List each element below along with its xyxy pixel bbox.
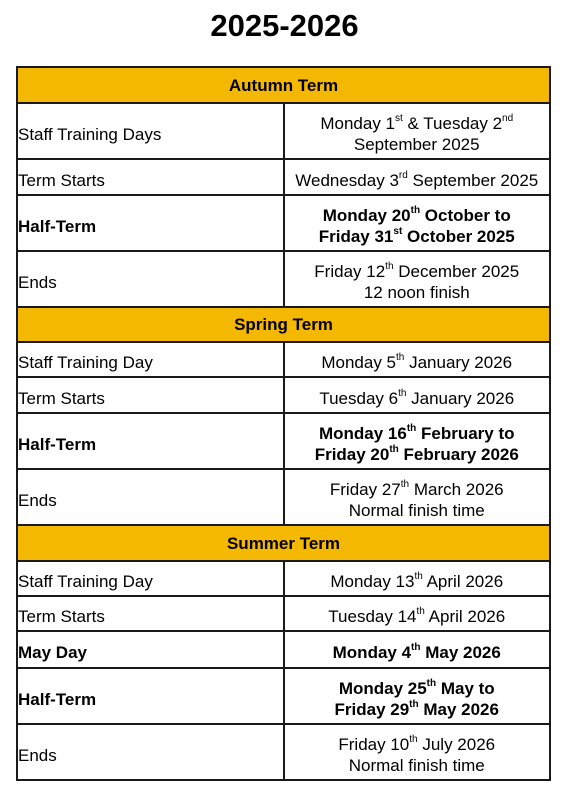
row-label: Staff Training Days [17, 103, 284, 159]
row-date: Monday 20th October to Friday 31st October 2025 [284, 195, 551, 251]
term-header-summer: Summer Term [17, 525, 550, 561]
term-header-row [17, 525, 550, 561]
row-label: May Day [17, 631, 284, 668]
term-header-row [17, 67, 550, 103]
row-date: Monday 4th May 2026 [284, 631, 551, 668]
row-label: Ends [17, 469, 284, 525]
table-row [17, 596, 550, 631]
row-date: Tuesday 14th April 2026 [284, 596, 551, 631]
row-label: Half-Term [17, 195, 284, 251]
row-label: Term Starts [17, 596, 284, 631]
term-dates-table [16, 66, 551, 781]
table-row [17, 469, 550, 525]
table-row [17, 413, 550, 469]
row-label: Term Starts [17, 159, 284, 195]
row-date: Monday 16th February to Friday 20th February 2026 [284, 413, 551, 469]
term-header-autumn: Autumn Term [17, 67, 550, 103]
row-label: Staff Training Day [17, 561, 284, 596]
table-row [17, 251, 550, 307]
row-label: Half-Term [17, 413, 284, 469]
table-row [17, 195, 550, 251]
page-title: 2025-2026 [210, 8, 359, 43]
table-row [17, 561, 550, 596]
table-row [17, 377, 550, 413]
term-header-spring: Spring Term [17, 307, 550, 342]
row-date: Monday 5th January 2026 [284, 342, 551, 377]
row-date: Monday 13th April 2026 [284, 561, 551, 596]
row-label: Staff Training Day [17, 342, 284, 377]
row-label: Ends [17, 251, 284, 307]
table-row [17, 668, 550, 724]
table-row [17, 159, 550, 195]
row-date: Tuesday 6th January 2026 [284, 377, 551, 413]
table-row [17, 631, 550, 668]
row-date: Friday 27th March 2026 Normal finish time [284, 469, 551, 525]
row-date: Monday 1st & Tuesday 2nd September 2025 [284, 103, 551, 159]
row-label: Half-Term [17, 668, 284, 724]
row-date: Wednesday 3rd September 2025 [284, 159, 551, 195]
row-date: Friday 10th July 2026 Normal finish time [284, 724, 551, 780]
row-label: Ends [17, 724, 284, 780]
term-header-row [17, 307, 550, 342]
row-date: Monday 25th May to Friday 29th May 2026 [284, 668, 551, 724]
table-row [17, 724, 550, 780]
row-date: Friday 12th December 2025 12 noon finish [284, 251, 551, 307]
table-row [17, 342, 550, 377]
row-label: Term Starts [17, 377, 284, 413]
table-row [17, 103, 550, 159]
